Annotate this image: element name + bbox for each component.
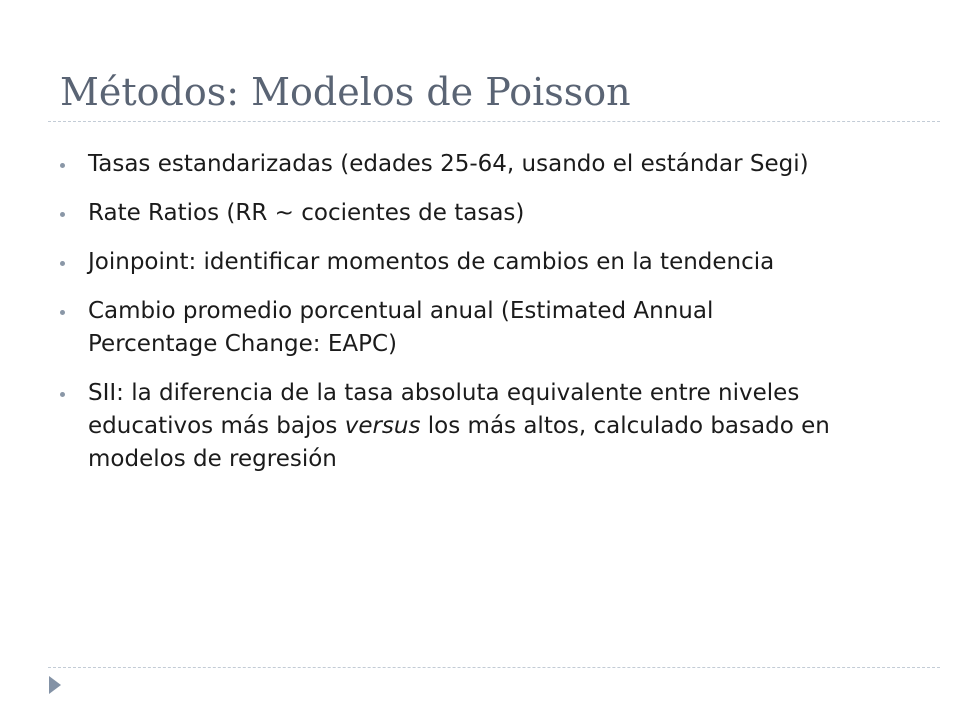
- bullet-item: [60, 197, 920, 230]
- bullet-dot-icon: [60, 163, 65, 168]
- bullet-item: [60, 246, 920, 279]
- bullet-text-line-2: [88, 410, 920, 443]
- bullet-text-italic: versus: [344, 413, 421, 439]
- bullet-dot-icon: [60, 212, 65, 217]
- bullet-text-line-3: modelos de regresión: [88, 446, 337, 472]
- bullet-item: [60, 295, 920, 361]
- bullet-text-segment: los más altos, calculado basado en: [420, 413, 830, 439]
- slide-title: Métodos: Modelos de Poisson: [60, 70, 631, 114]
- bullet-item: [60, 148, 920, 181]
- bullet-text: Rate Ratios (RR ~ cocientes de tasas): [88, 200, 525, 226]
- bullet-text: Joinpoint: identificar momentos de cambios en la tendencia: [88, 249, 775, 275]
- bullet-text-line-1: SII: la diferencia de la tasa absoluta equivalente entre niveles: [88, 380, 800, 406]
- bullet-dot-icon: [60, 392, 65, 397]
- bullet-text-line-2: Percentage Change: EAPC): [88, 331, 397, 357]
- bullet-list: [60, 148, 920, 492]
- triangle-right-icon: [49, 676, 61, 694]
- footer-divider: [48, 667, 940, 668]
- bullet-dot-icon: [60, 310, 65, 315]
- bullet-text-line-1: Cambio promedio porcentual anual (Estimated Annual: [88, 298, 714, 324]
- title-divider: [48, 121, 940, 122]
- bullet-text: Tasas estandarizadas (edades 25-64, usando el estándar Segi): [88, 151, 809, 177]
- bullet-dot-icon: [60, 261, 65, 266]
- bullet-item: [60, 377, 920, 476]
- bullet-text-segment: educativos más bajos: [88, 413, 345, 439]
